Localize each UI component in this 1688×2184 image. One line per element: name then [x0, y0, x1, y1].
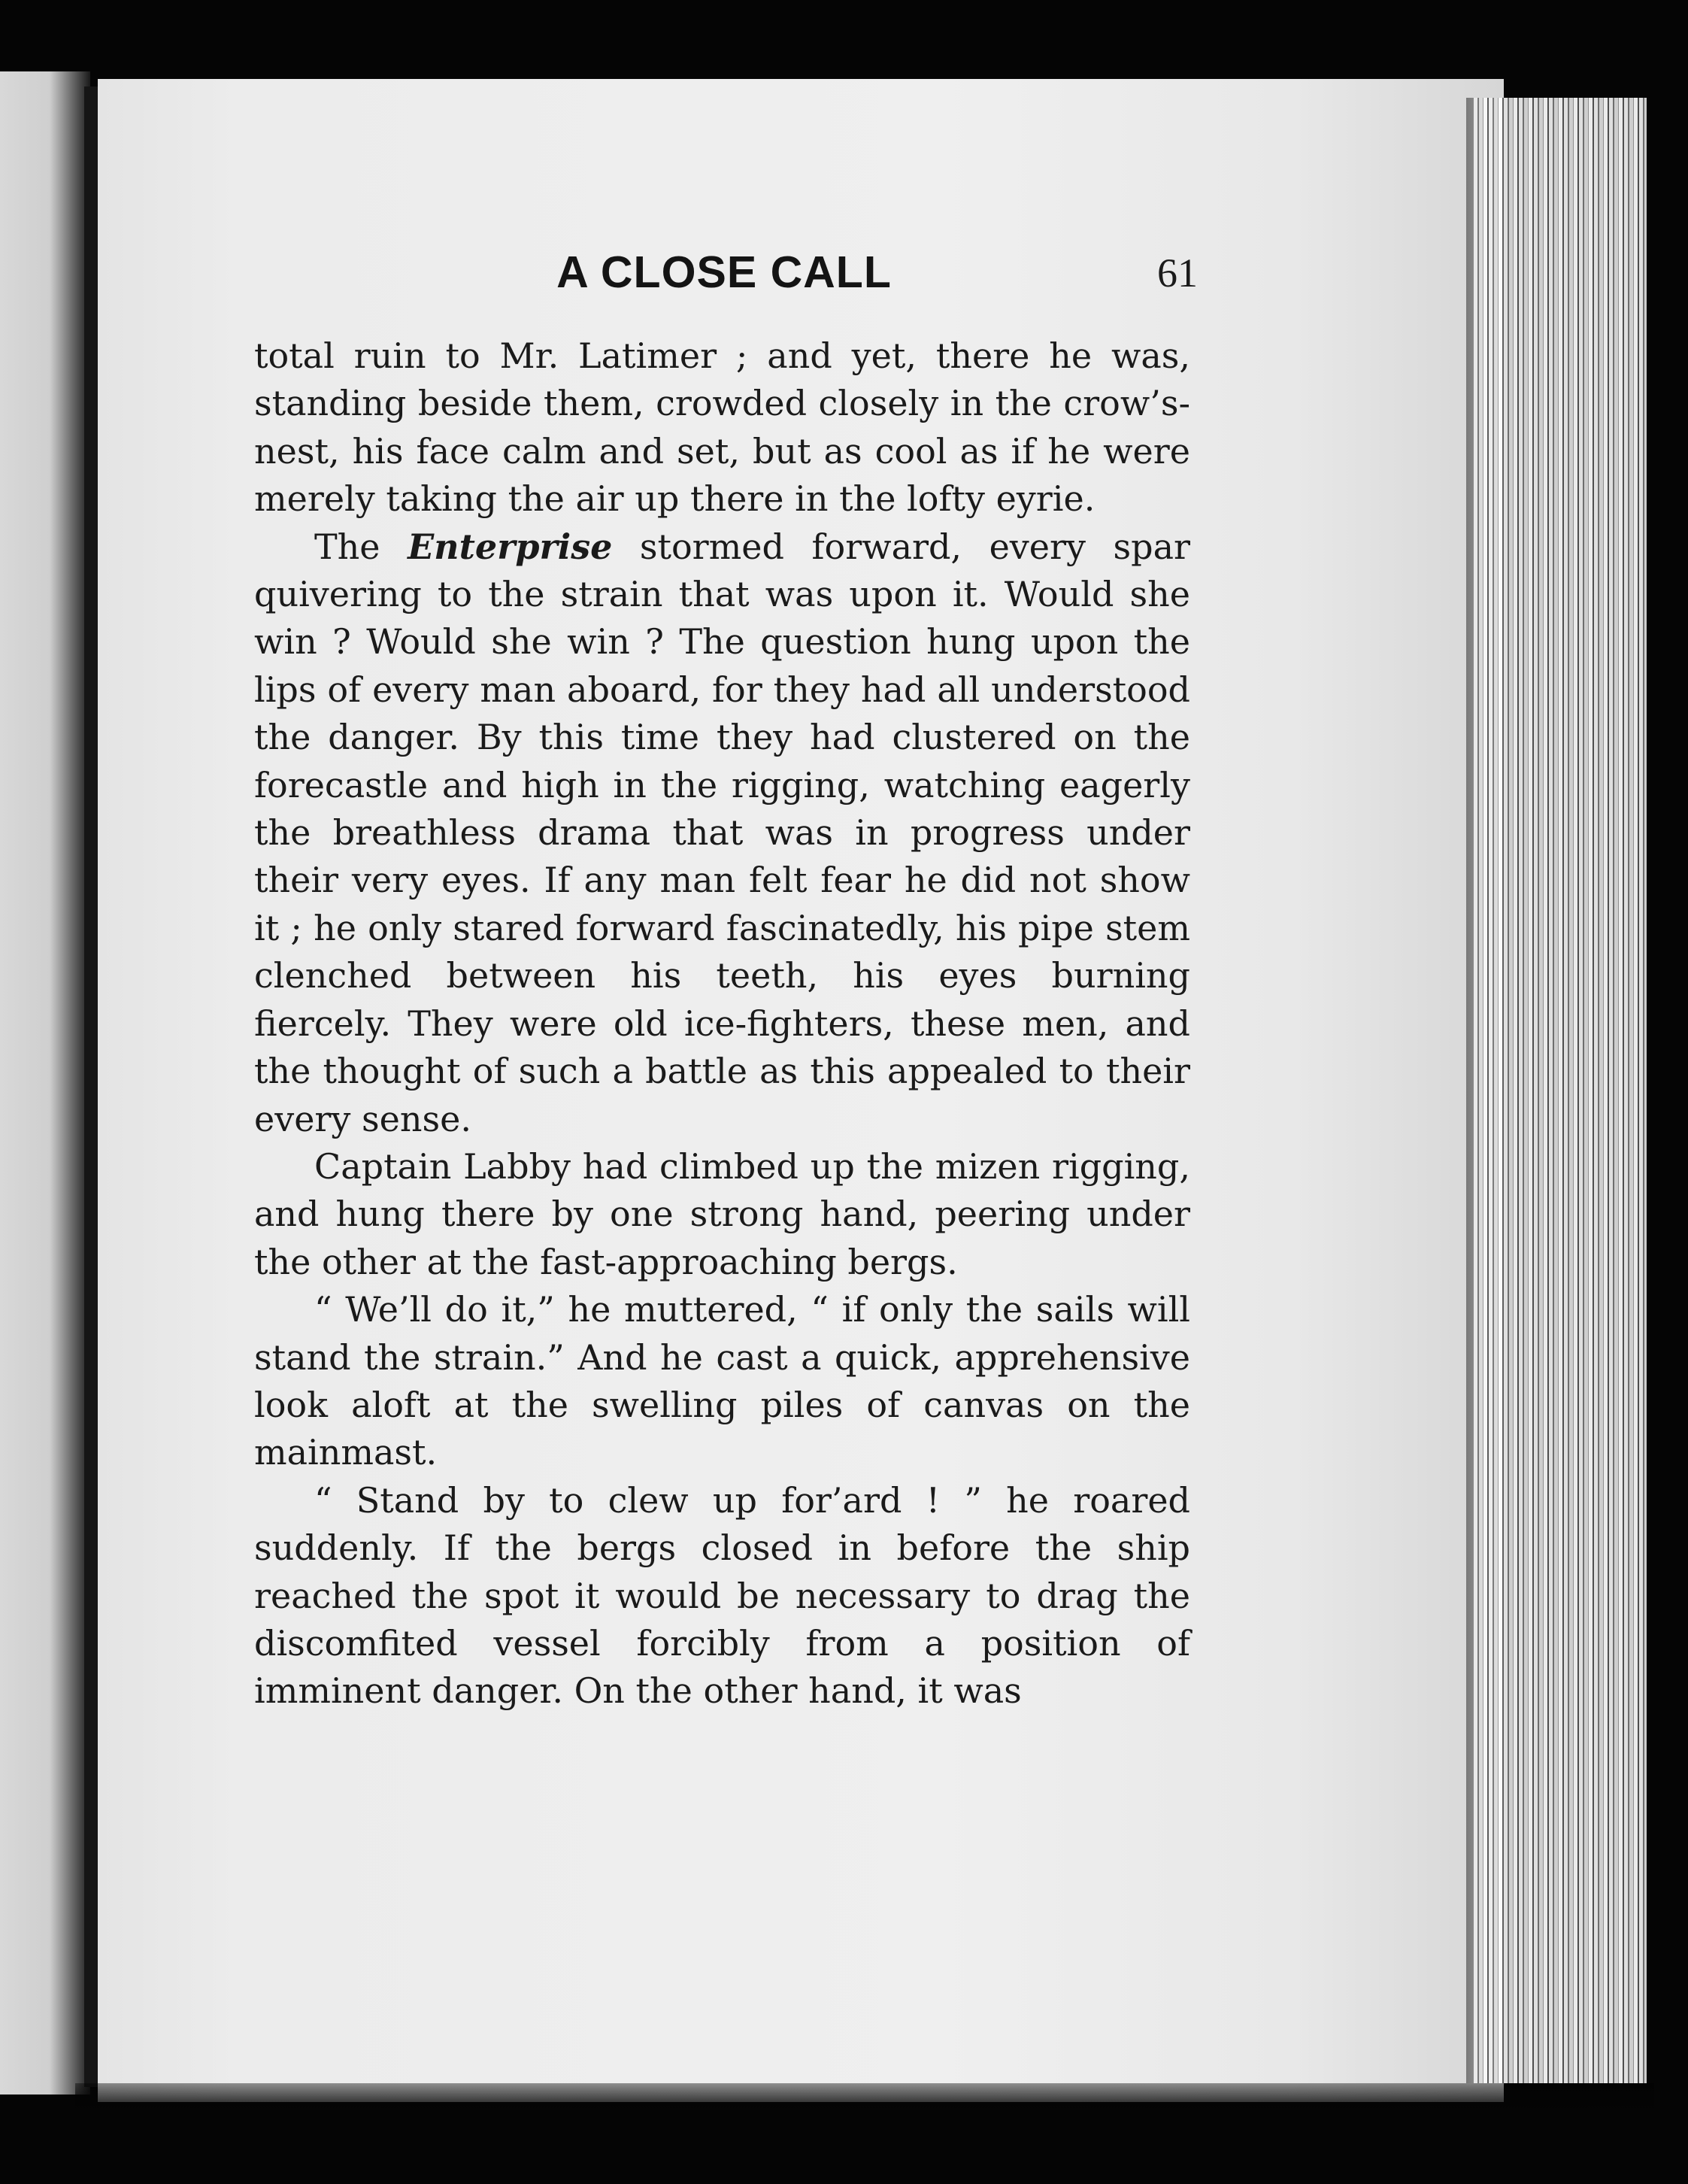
paragraph-2-lead: The	[314, 526, 408, 567]
running-head	[254, 247, 1198, 307]
paragraph-4: “ We’ll do it,” he muttered, “ if only the sails will stand the strain.” And he cast a quick, apprehensive look aloft at the swelling piles of canvas on the mainmast.	[254, 1289, 1190, 1473]
paragraph-1: total ruin to Mr. Latimer ; and yet, there he was, standing beside them, crowded closely in the crow’s-nest, his face calm and set, but as cool as if he were merely taking the air up there in the lofty eyrie.	[254, 335, 1190, 520]
page-number: 61	[1157, 250, 1198, 296]
paragraph-3: Captain Labby had climbed up the mizen rigging, and hung there by one strong hand, peering under the other at the fast-approaching bergs.	[254, 1145, 1190, 1282]
paragraph-5: “ Stand by to clew up for’ard ! ” he roared suddenly. If the bergs closed in before the ship reached the spot it would be necessary to drag the discomfited vessel forcibly from a position of imminent danger. On the other hand, it was	[254, 1479, 1190, 1712]
facing-page-edge	[0, 71, 90, 2095]
chapter-title: A CLOSE CALL	[556, 247, 892, 297]
paragraph-2	[254, 523, 1190, 1143]
ship-name: Enterprise	[408, 526, 613, 567]
bottom-shadow	[75, 2083, 1654, 2113]
page-stack-fore-edge	[1474, 98, 1647, 2083]
paragraph-2-body: stormed forward, every spar quivering to the strain that was upon it. Would she win ? Would she win ? The question hung upon the lips of every man aboard, for they had all understood the danger. By this time they had clustered on the forecastle and high in the rigging, watching eagerly the breathless drama that was in progress under their very eyes. If any man felt fear he did not show it ; he only stared forward fascinatedly, his pipe stem clenched between his teeth, his eyes burning fiercely. They were old ice-fighters, these men, and the thought of such a battle as this appealed to their every sense.	[254, 526, 1190, 1139]
body-text	[254, 332, 1190, 1715]
